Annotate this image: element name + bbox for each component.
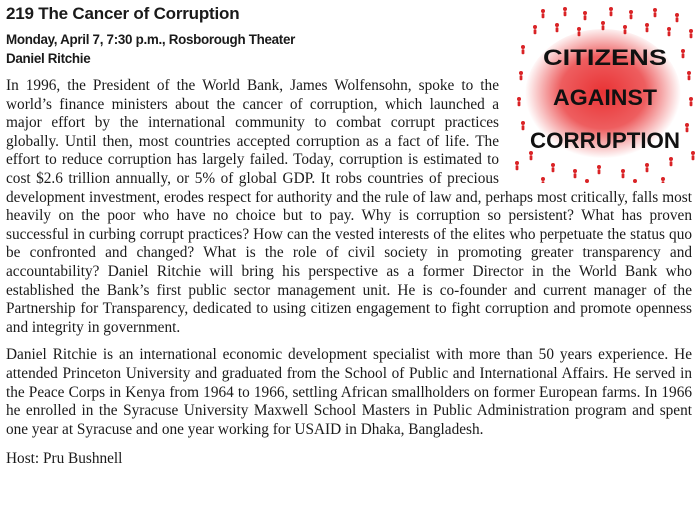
person-figure-body — [646, 27, 649, 32]
person-figure-icon — [689, 29, 693, 33]
person-figure-icon — [629, 10, 633, 14]
person-figure-icon — [609, 7, 613, 11]
logo-graphic — [513, 3, 695, 183]
person-figure-icon — [633, 179, 637, 183]
person-figure-body — [692, 155, 695, 160]
person-figure-body — [522, 125, 525, 130]
person-figure-body — [542, 13, 545, 18]
citizens-against-corruption-logo — [513, 3, 695, 183]
person-figure-body — [646, 167, 649, 172]
person-figure-icon — [521, 45, 525, 49]
person-figure-body — [686, 127, 689, 132]
person-figure-body — [654, 12, 657, 17]
person-figure-body — [690, 33, 693, 38]
person-figure-body — [622, 173, 625, 178]
person-figure-icon — [521, 121, 525, 125]
event-date-venue: Monday, April 7, 7:30 p.m., Rosborough Theater — [6, 32, 296, 47]
event-description — [6, 45, 692, 337]
person-figure-icon — [681, 49, 685, 53]
person-figure-icon — [517, 97, 521, 101]
logo-word-citizens: CITIZENS — [543, 45, 667, 70]
person-figure-body — [610, 11, 613, 16]
person-figure-body — [670, 161, 673, 166]
logo-word-corruption: CORRUPTION — [530, 128, 680, 153]
person-figure-icon — [533, 25, 537, 29]
logo-word-against: AGAINST — [553, 85, 658, 110]
person-figure-icon — [551, 163, 555, 167]
person-figure-icon — [515, 161, 519, 165]
person-figure-icon — [645, 163, 649, 167]
person-figure-icon — [577, 27, 581, 31]
person-figure-body — [552, 167, 555, 172]
person-figure-icon — [661, 177, 665, 181]
person-figure-body — [624, 29, 627, 34]
person-figure-body — [518, 101, 521, 106]
person-figure-body — [668, 31, 671, 36]
person-figure-body — [584, 15, 587, 20]
person-figure-body — [688, 75, 691, 80]
person-figure-body — [556, 27, 559, 32]
person-figure-icon — [541, 177, 545, 181]
person-figure-icon — [541, 9, 545, 13]
person-figure-icon — [685, 123, 689, 127]
person-figure-icon — [691, 151, 695, 155]
person-figure-icon — [573, 169, 577, 173]
person-figure-icon — [601, 21, 605, 25]
event-host: Host: Pru Bushnell — [6, 450, 123, 468]
speaker-bio: Daniel Ritchie is an international economic development specialist with more than 50 years experience. He attended Princeton University and graduated from the School of Public and International Affairs. He served in the Peace Corps in Kenya from 1964 to 1966, settling African smallholders on former European farms. In 1966 he enrolled in the Syracuse University Maxwell School Masters in Public Administration program and spent one year at Syracuse and one year working for USAID in Dhaka, Bangladesh. — [6, 346, 692, 438]
person-figure-icon — [623, 25, 627, 29]
person-figure-icon — [689, 97, 693, 101]
person-figure-icon — [555, 23, 559, 27]
description-paragraph-1: In 1996, the President of the World Bank, James Wolfensohn, spoke to the world’s finance ministers about the cancer of corruption, which launched a major effort by the international community to combat corrupt practices globally. Until then, most countries accepted corruption as a fact of life. The effort to reduce corruption has largely failed. Today, corruption is estimated to cost $2.6 trillion annually, or 5% of global GDP. It robs countries of precious development investment, erodes respect for authority and the rule of law and, perhaps most critically, falls most heavily on the poor who have no choice but to pay. Why is corruption so persistent? What has proven successful in curbing corrupt practices? How can the vested interests of the elites who perpetuate the status quo be confronted and changed? What is the role of civil society in promoting greater transparency and accountability? Daniel Ritchie will bring his perspective as a former Director in the World Bank who established the Bank’s first public sector management unit. He is co-founder and current manager of the Partnership for Transparency, dedicated to using citizen engagement to fight corruption and promote openness and integrity in government. — [6, 77, 692, 336]
event-title: 219 The Cancer of Corruption — [6, 4, 240, 23]
person-figure-body — [662, 181, 665, 183]
person-figure-body — [574, 173, 577, 178]
person-figure-body — [564, 11, 567, 16]
person-figure-icon — [675, 13, 679, 17]
person-figure-body — [534, 29, 537, 34]
person-figure-body — [578, 31, 581, 36]
person-figure-icon — [585, 179, 589, 183]
person-figure-body — [522, 49, 525, 54]
event-listing — [6, 4, 692, 469]
person-figure-body — [602, 25, 605, 30]
person-figure-body — [520, 75, 523, 80]
person-figure-icon — [563, 7, 567, 11]
event-speaker: Daniel Ritchie — [6, 51, 91, 66]
person-figure-body — [630, 14, 633, 19]
person-figure-body — [598, 169, 601, 174]
person-figure-body — [676, 17, 679, 22]
person-figure-icon — [583, 11, 587, 15]
person-figure-icon — [669, 157, 673, 161]
person-figure-icon — [519, 71, 523, 75]
person-figure-icon — [597, 165, 601, 169]
person-figure-body — [542, 181, 545, 183]
person-figure-icon — [687, 71, 691, 75]
person-figure-icon — [621, 169, 625, 173]
person-figure-icon — [667, 27, 671, 31]
person-figure-body — [516, 165, 519, 170]
person-figure-icon — [653, 8, 657, 12]
person-figure-body — [682, 53, 685, 58]
person-figure-body — [690, 101, 693, 106]
person-figure-body — [530, 155, 533, 160]
person-figure-icon — [645, 23, 649, 27]
